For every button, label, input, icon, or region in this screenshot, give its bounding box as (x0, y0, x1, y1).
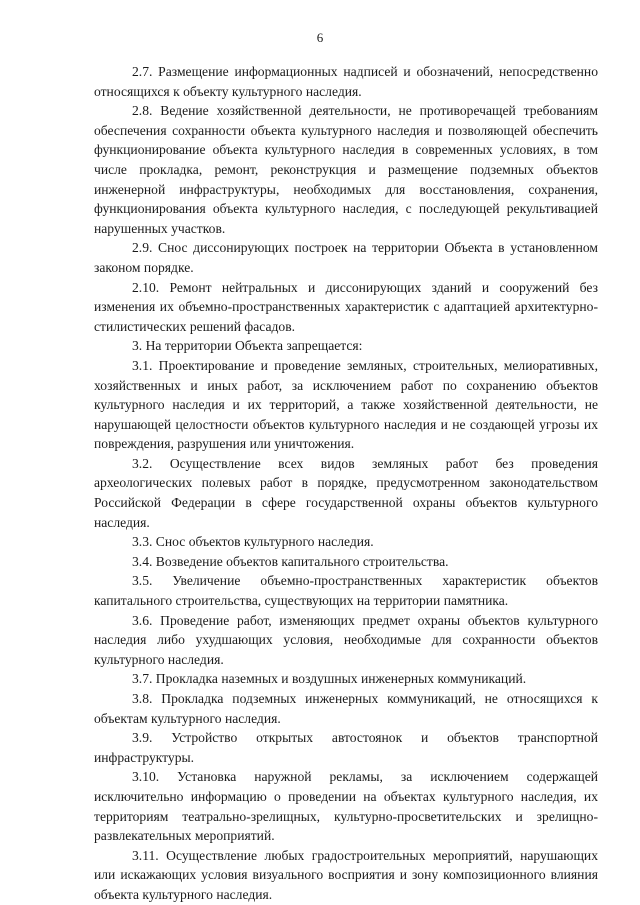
paragraph-3-1: 3.1. Проектирование и проведение земляных, строительных, мелиоративных, хозяйственных и иных работ, за исключением работ по сохранению объектов культурного наследия и их территорий, а также хозяйственной деятельности, не нарушающей целостности объектов культурного наследия и не создающей угрозы их повреждения, разрушения или уничтожения. (94, 357, 598, 452)
paragraph-3-4: 3.4. Возведение объектов капитального строительства. (132, 553, 449, 569)
paragraph-3-7: 3.7. Прокладка наземных и воздушных инженерных коммуникаций. (132, 671, 527, 687)
paragraph-3-11: 3.11. Осуществление любых градостроительных мероприятий, нарушающих или искажающих условия визуального восприятия и зону композиционного влияния объекта культурного наследия. (94, 847, 598, 902)
paragraph-3-5: 3.5. Увеличение объемно-пространственных характеристик объектов капитального строительства, существующих на территории памятника. (94, 573, 598, 609)
paragraph-2-7: 2.7. Размещение информационных надписей и обозначений, непосредственно относящихся к объекту культурного наследия. (94, 64, 598, 99)
paragraph-3-3: 3.3. Снос объектов культурного наследия. (132, 534, 374, 550)
paragraph-3-6: 3.6. Проведение работ, изменяющих предмет охраны объектов культурного наследия либо ухудшающих условия, необходимые для сохранности объектов культурного наследия. (94, 612, 598, 667)
document-body (94, 62, 598, 905)
paragraph-3-9: 3.9. Устройство открытых автостоянок и объектов транспортной инфраструктуры. (94, 730, 598, 765)
paragraph-2-9: 2.9. Снос диссонирующих построек на территории Объекта в установленном законом порядке. (94, 240, 598, 275)
paragraph-2-8: 2.8. Ведение хозяйственной деятельности, не противоречащей требованиям обеспечения сохранности объекта культурного наследия и позволяющей обеспечить функционирование объекта культурного наследия в современных условиях, в том числе прокладка, ремонт, реконструкция и размещение подземных объектов инженерной инфраструктуры, необходимых для восстановления, сохранения, функционирования объекта культурного наследия, с последующей рекультивацией нарушенных участков. (94, 103, 598, 236)
paragraph-3-heading: 3. На территории Объекта запрещается: (132, 338, 363, 354)
page-number: 6 (316, 30, 324, 45)
paragraph-3-8: 3.8. Прокладка подземных инженерных коммуникаций, не относящихся к объектам культурного наследия. (94, 691, 598, 726)
paragraph-3-10: 3.10. Установка наружной рекламы, за исключением содержащей исключительно информацию о проведении на объектах культурного наследия, их территориям театрально-зрелищных, культурно-просветительских и зрелищно-развлекательных мероприятий. (94, 769, 598, 844)
paragraph-2-10: 2.10. Ремонт нейтральных и диссонирующих зданий и сооружений без изменения их объемно-пространственных характеристик с адаптацией архитектурно-стилистических решений фасадов. (94, 279, 598, 334)
paragraph-3-2: 3.2. Осуществление всех видов земляных работ без проведения археологических полевых работ в порядке, предусмотренном законодательством Российской Федерации в сфере государственной охраны объектов культурного наследия. (94, 455, 598, 530)
